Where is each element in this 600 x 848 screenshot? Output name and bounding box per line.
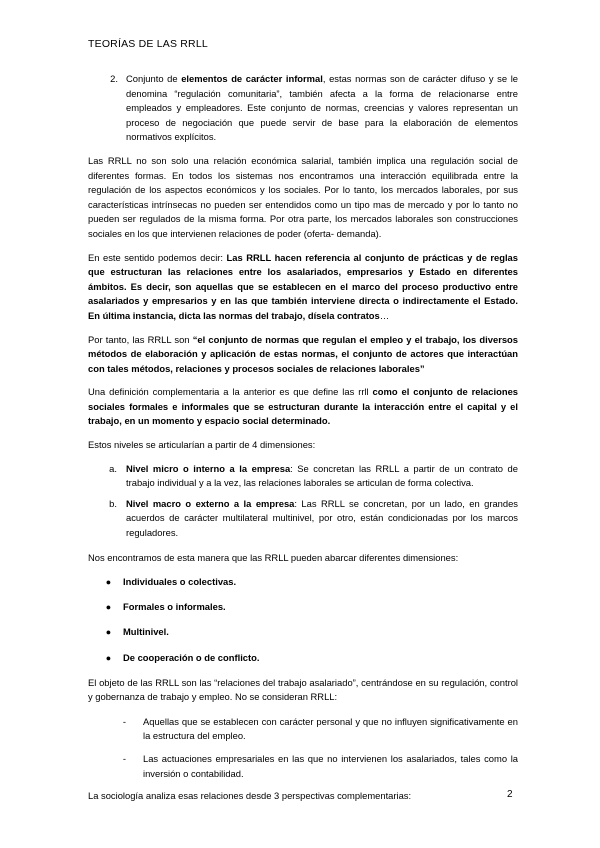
page-number: 2 xyxy=(507,789,513,800)
numbered-item-2 xyxy=(88,72,518,145)
item-number: 2. xyxy=(110,73,118,84)
paragraph-dimensions-intro: Nos encontramos de esta manera que las RRLL pueden abarcar diferentes dimensiones: xyxy=(88,551,459,563)
bullet-icon: ● xyxy=(105,577,112,588)
level-letter: a. xyxy=(109,462,117,474)
paragraph-economic-relation: Las RRLL no son solo una relación económica salarial, también implica una regulación social de diferentes formas. En todos los sistemas nos encontramos una interacción equilibrada entre la regulación de los aspectos económicos y los sociales. Por lo tanto, los mercados laborales, por sus características intrínsecas no pueden ser entendidos como un tipo mas de mercado y por lo tanto no pueden ser regulados de la misma forma. Por otra parte, los mercados laborales son construcciones sociales en los que intervienen relaciones de poder (oferta- demanda). xyxy=(88,154,518,239)
item-text xyxy=(126,72,518,145)
bullet-icon: ● xyxy=(105,652,112,663)
paragraph-object: El objeto de las RRLL son las “relaciones del trabajo asalariado”, centrándose en su regulación, control y gobernanza de trabajo y empleo. No se consideran RRLL: xyxy=(88,676,518,703)
list-item xyxy=(88,715,518,744)
paragraph-levels-intro: Estos niveles se articularían a partir de 4 dimensiones: xyxy=(88,439,316,451)
list-item xyxy=(88,752,518,781)
dimension-text: Individuales o colectivas. xyxy=(123,576,237,588)
level-text xyxy=(126,462,518,491)
complementary-pre: Una definición complementaria a la anterior es que define las rrll xyxy=(88,386,373,398)
rrll-set-pre: Por tanto, las RRLL son xyxy=(88,333,193,345)
dash-marker: - xyxy=(122,752,126,764)
page-header: TEORÍAS DE LAS RRLL xyxy=(88,38,208,50)
definition-pre: En este sentido podemos decir: xyxy=(88,251,227,263)
level-item xyxy=(88,462,518,491)
exclusion-text: Las actuaciones empresariales en las que no intervienen los asalariados, tales como la inversión o contabilidad. xyxy=(143,752,518,779)
definition-post: … xyxy=(379,309,390,321)
item-text-pre: Conjunto de xyxy=(126,73,182,84)
item-text-bold: elementos de carácter informal xyxy=(181,73,323,84)
level-description: : Las RRLL se concretan, por un lado, en grandes acuerdos de carácter multilateral multinivel, por otro, están condicionadas por los marcos reguladores. xyxy=(126,497,518,539)
dash-marker: - xyxy=(122,715,126,727)
exclusion-text: Aquellas que se establecen con carácter personal y que no influyen significativamente en la estructura del empleo. xyxy=(143,715,518,742)
bullet-icon: ● xyxy=(105,627,112,638)
paragraph-rrll-set xyxy=(88,333,518,377)
list-item xyxy=(88,651,518,666)
level-title: Nivel micro o interno a la empresa xyxy=(126,462,291,474)
paragraph-complementary-definition xyxy=(88,385,518,429)
list-item xyxy=(88,575,518,590)
dimension-text: Formales o informales. xyxy=(123,601,226,613)
exclusions-list xyxy=(88,715,518,781)
bullet-icon: ● xyxy=(105,602,112,613)
list-item xyxy=(88,625,518,640)
level-text xyxy=(126,497,518,541)
dimension-text: Multinivel. xyxy=(123,626,169,638)
level-title: Nivel macro o externo a la empresa xyxy=(126,497,295,509)
item-text-post: , estas normas son de carácter difuso y se le denomina “regulación comunitaria”, también afecta a la forma de relacionarse entre empleados y empleadores. Este conjunto de normas, creencias y valores representan un proceso de negociación que puede servir de base para la elaboración de elementos normativos explícitos. xyxy=(126,73,518,143)
complementary-bold: como el conjunto de relaciones sociales formales e informales que se estructuran durante la interacción entre el capital y el trabajo, en un momento y espacio social determinado. xyxy=(88,386,518,427)
level-letter: b. xyxy=(109,497,117,509)
paragraph-definition xyxy=(88,251,518,324)
rrll-set-bold: “el conjunto de normas que regulan el empleo y el trabajo, los diversos métodos de elaboración y aplicación de estas normas, el conjunto de actores que interactúan con tales métodos, relaciones y procesos sociales de relaciones laborales” xyxy=(88,333,518,374)
dimensions-list xyxy=(88,575,518,665)
page-content xyxy=(88,72,518,813)
definition-bold: Las RRLL hacen referencia al conjunto de prácticas y de reglas que estructuran las relaciones entre los asalariados, empresarios y Estado en diferentes ámbitos. Es decir, son aquellas que se establecen en el marco del proceso productivo entre asalariados y empresarios y en las que también interviene directa o indirectamente el Estado. En última instancia, dicta las normas del trabajo, dísela contratos xyxy=(88,251,518,321)
level-item xyxy=(88,497,518,541)
level-description: : Se concretan las RRLL a partir de un contrato de trabajo individual y a la vez, las relaciones laborales se articulan de forma colectiva. xyxy=(126,462,518,489)
paragraph-sociology: La sociología analiza esas relaciones desde 3 perspectivas complementarias: xyxy=(88,790,412,802)
dimension-text: De cooperación o de conflicto. xyxy=(123,651,260,663)
list-item xyxy=(88,600,518,615)
